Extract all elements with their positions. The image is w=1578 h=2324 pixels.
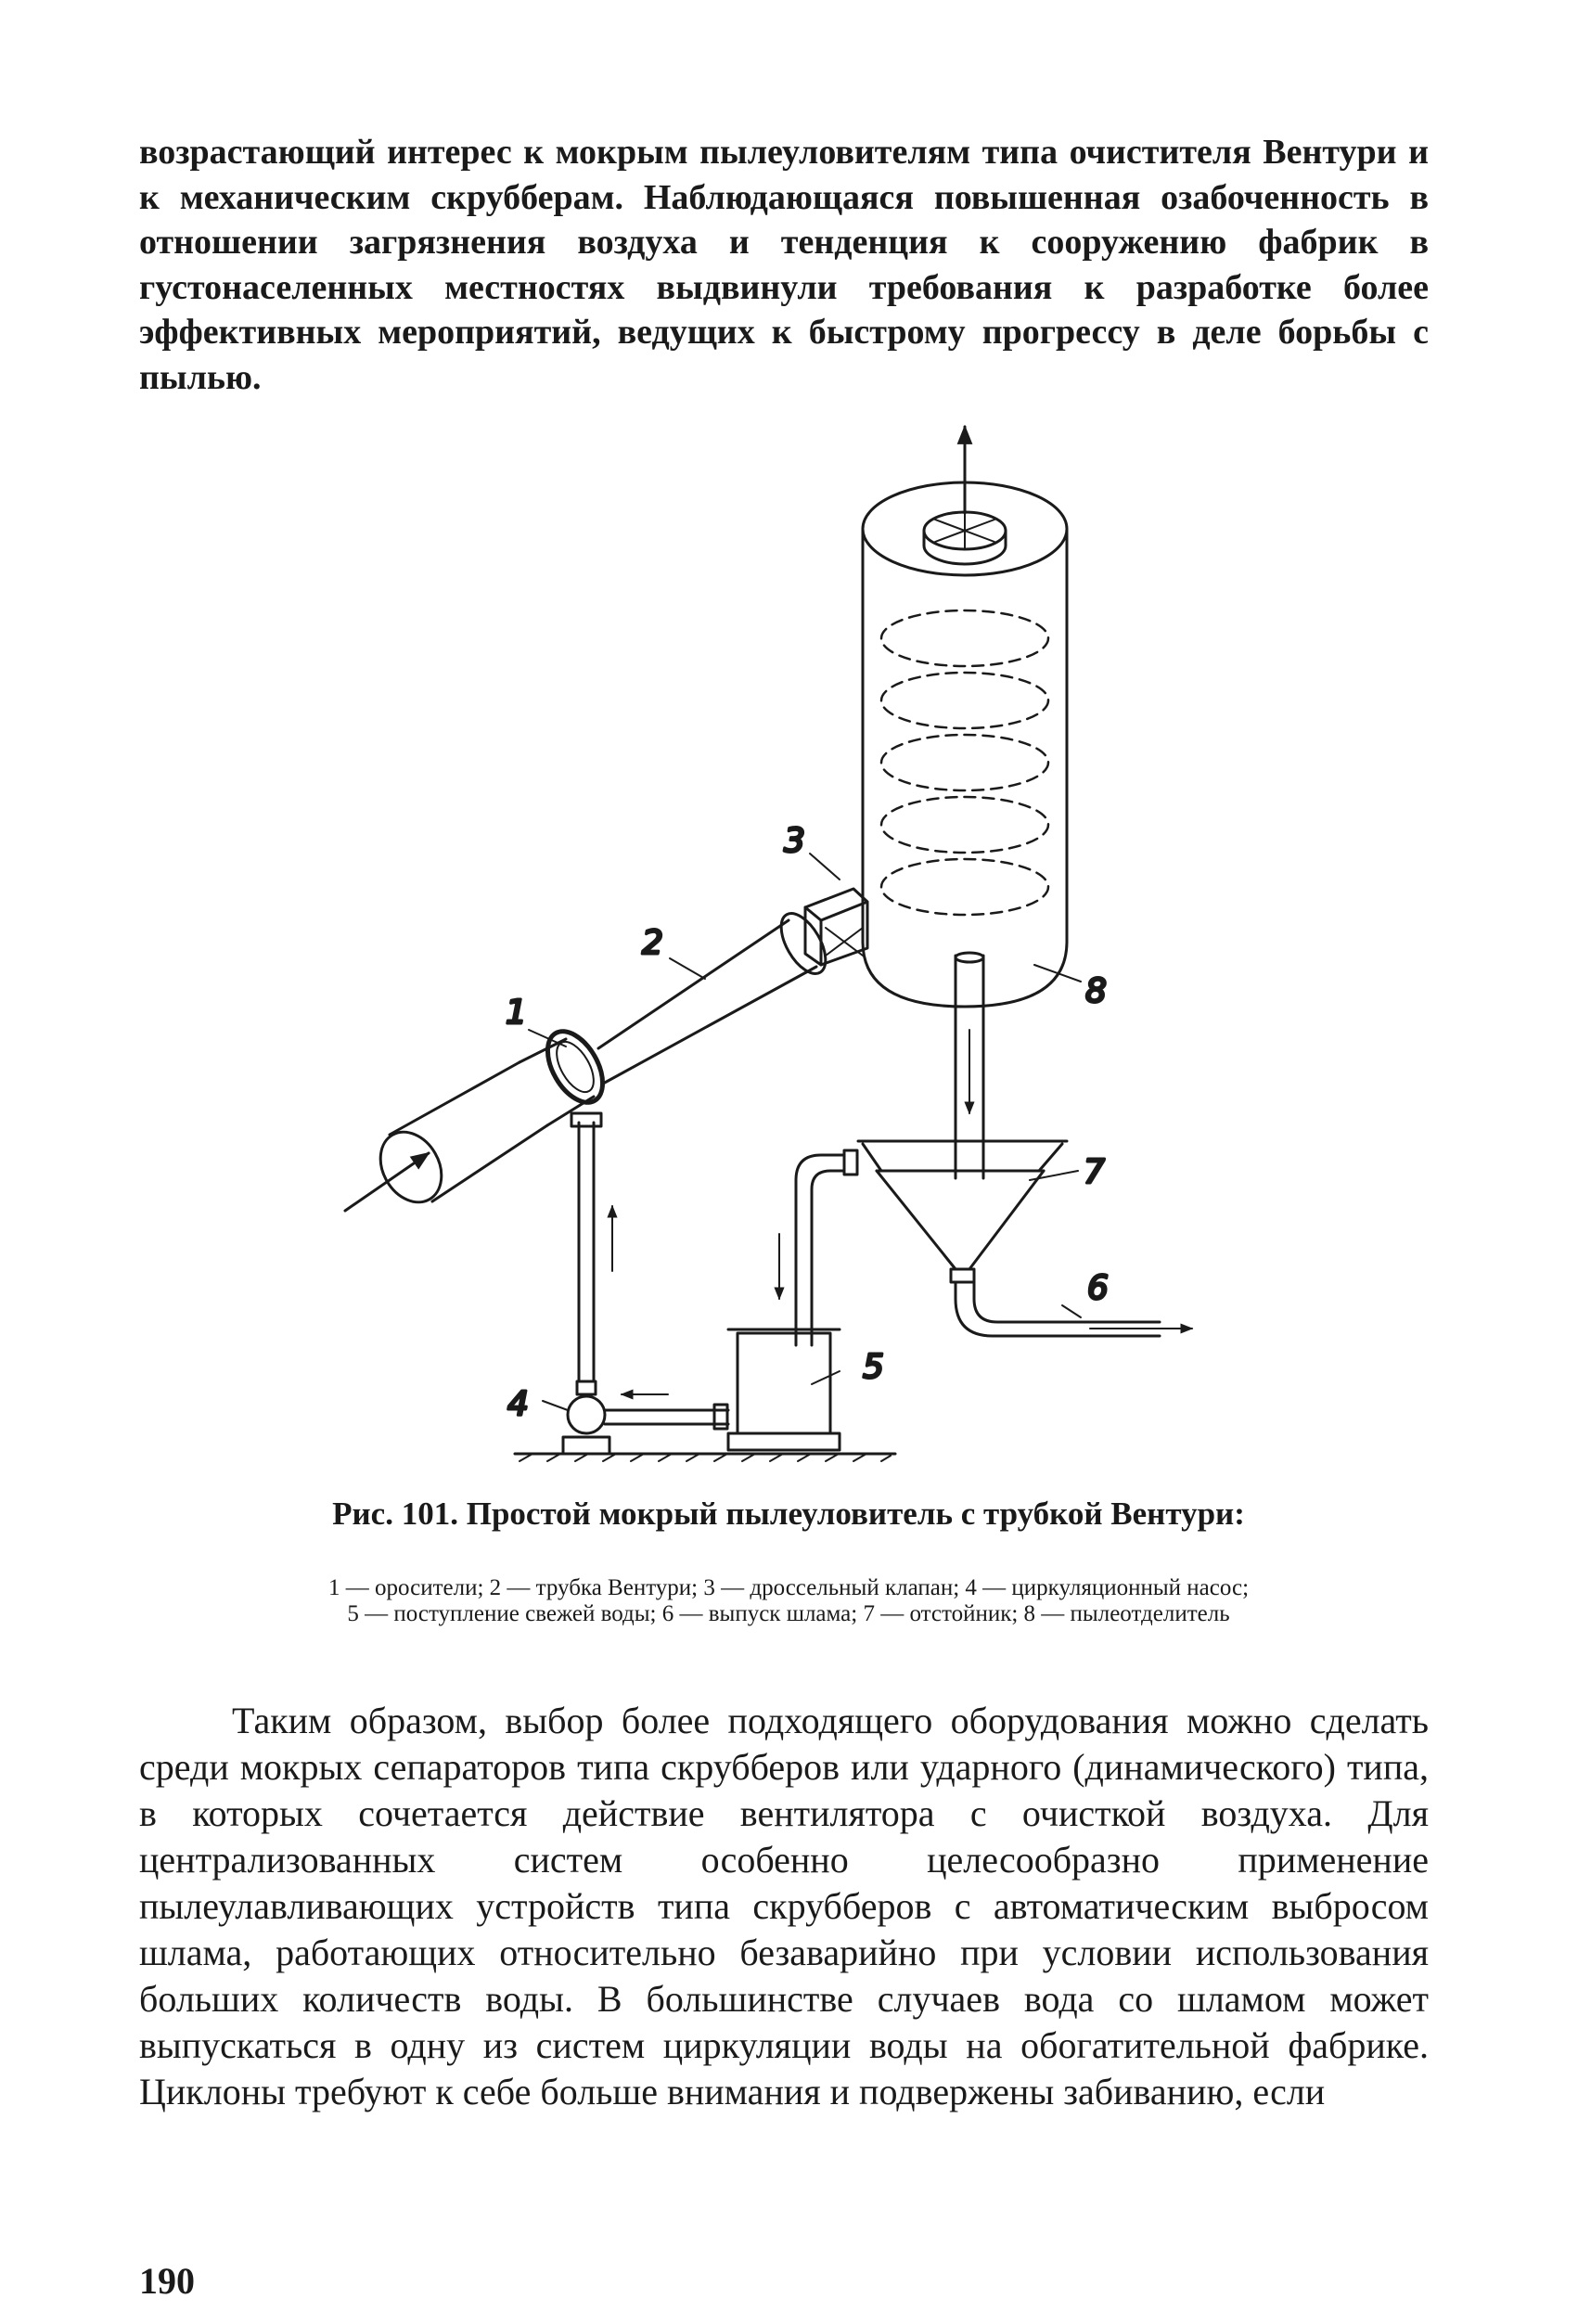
label-6: 6 [1087,1269,1109,1307]
swirl-flow [881,610,1048,915]
label-1: 1 [506,994,527,1032]
label-2: 2 [642,924,663,962]
figure-caption-title: Рис. 101. Простой мокрый пылеуловитель с трубкой Вентури: [332,1496,1245,1532]
drain-pipe [956,953,983,1178]
overflow-pipe [779,1150,857,1345]
figure-caption-legend: 1 — оросители; 2 — трубка Вентури; 3 — дроссельный клапан; 4 — циркуляционный насос; 5 — поступление свежей воды; 6 — выпуск шлама; 7 — отстойник; 8 — пылеотделитель [327,1575,1250,1626]
circulation-pump [563,1381,728,1454]
settler-tank [858,1141,1067,1282]
sludge-outlet [956,1282,1192,1336]
sprayer-ring [536,1022,614,1112]
venturi-tube [368,906,835,1213]
label-3: 3 [784,822,805,860]
venturi-scrubber-figure [315,408,1225,1475]
paragraph-bottom: Таким образом, выбор более подходящего оборудования можно сделать среди мокрых сепараторов типа скрубберов или ударного (динамического) типа, в которых сочетается действие вентилятора с очисткой воздуха. Для централизованных систем особенно целесообразно применение пылеулавливающих устройств типа скрубберов с автоматическим выбросом шлама, работающих относительно безаварийно при условии использования больших количеств воды. В большинстве случаев вода со шламом может выпускаться в одну из систем циркуляции воды на обогатительной фабрике. Циклоны требуют к себе больше внимания и подвержены забиванию, если [139,1700,1429,2112]
paragraph-top: возрастающий интерес к мокрым пылеуловителям типа очистителя Вентури и к механическим скрубберам. Наблюдающаяся повышенная озабоченность в отношении загрязнения воздуха и тенденция к сооружению фабрик в густонаселенных местностях выдвинули требования к разработке более эффективных мероприятий, ведущих к быстрому прогрессу в деле борьбы с пылью. [139,133,1429,397]
riser-pipe [571,1113,612,1381]
label-5: 5 [863,1348,884,1386]
label-7: 7 [1084,1153,1105,1191]
label-4: 4 [507,1385,529,1423]
dust-separator [863,482,1067,1007]
fresh-water-tank [728,1329,840,1450]
label-8: 8 [1085,972,1107,1010]
page-number: 190 [139,2260,195,2302]
throttle-valve [805,889,867,965]
